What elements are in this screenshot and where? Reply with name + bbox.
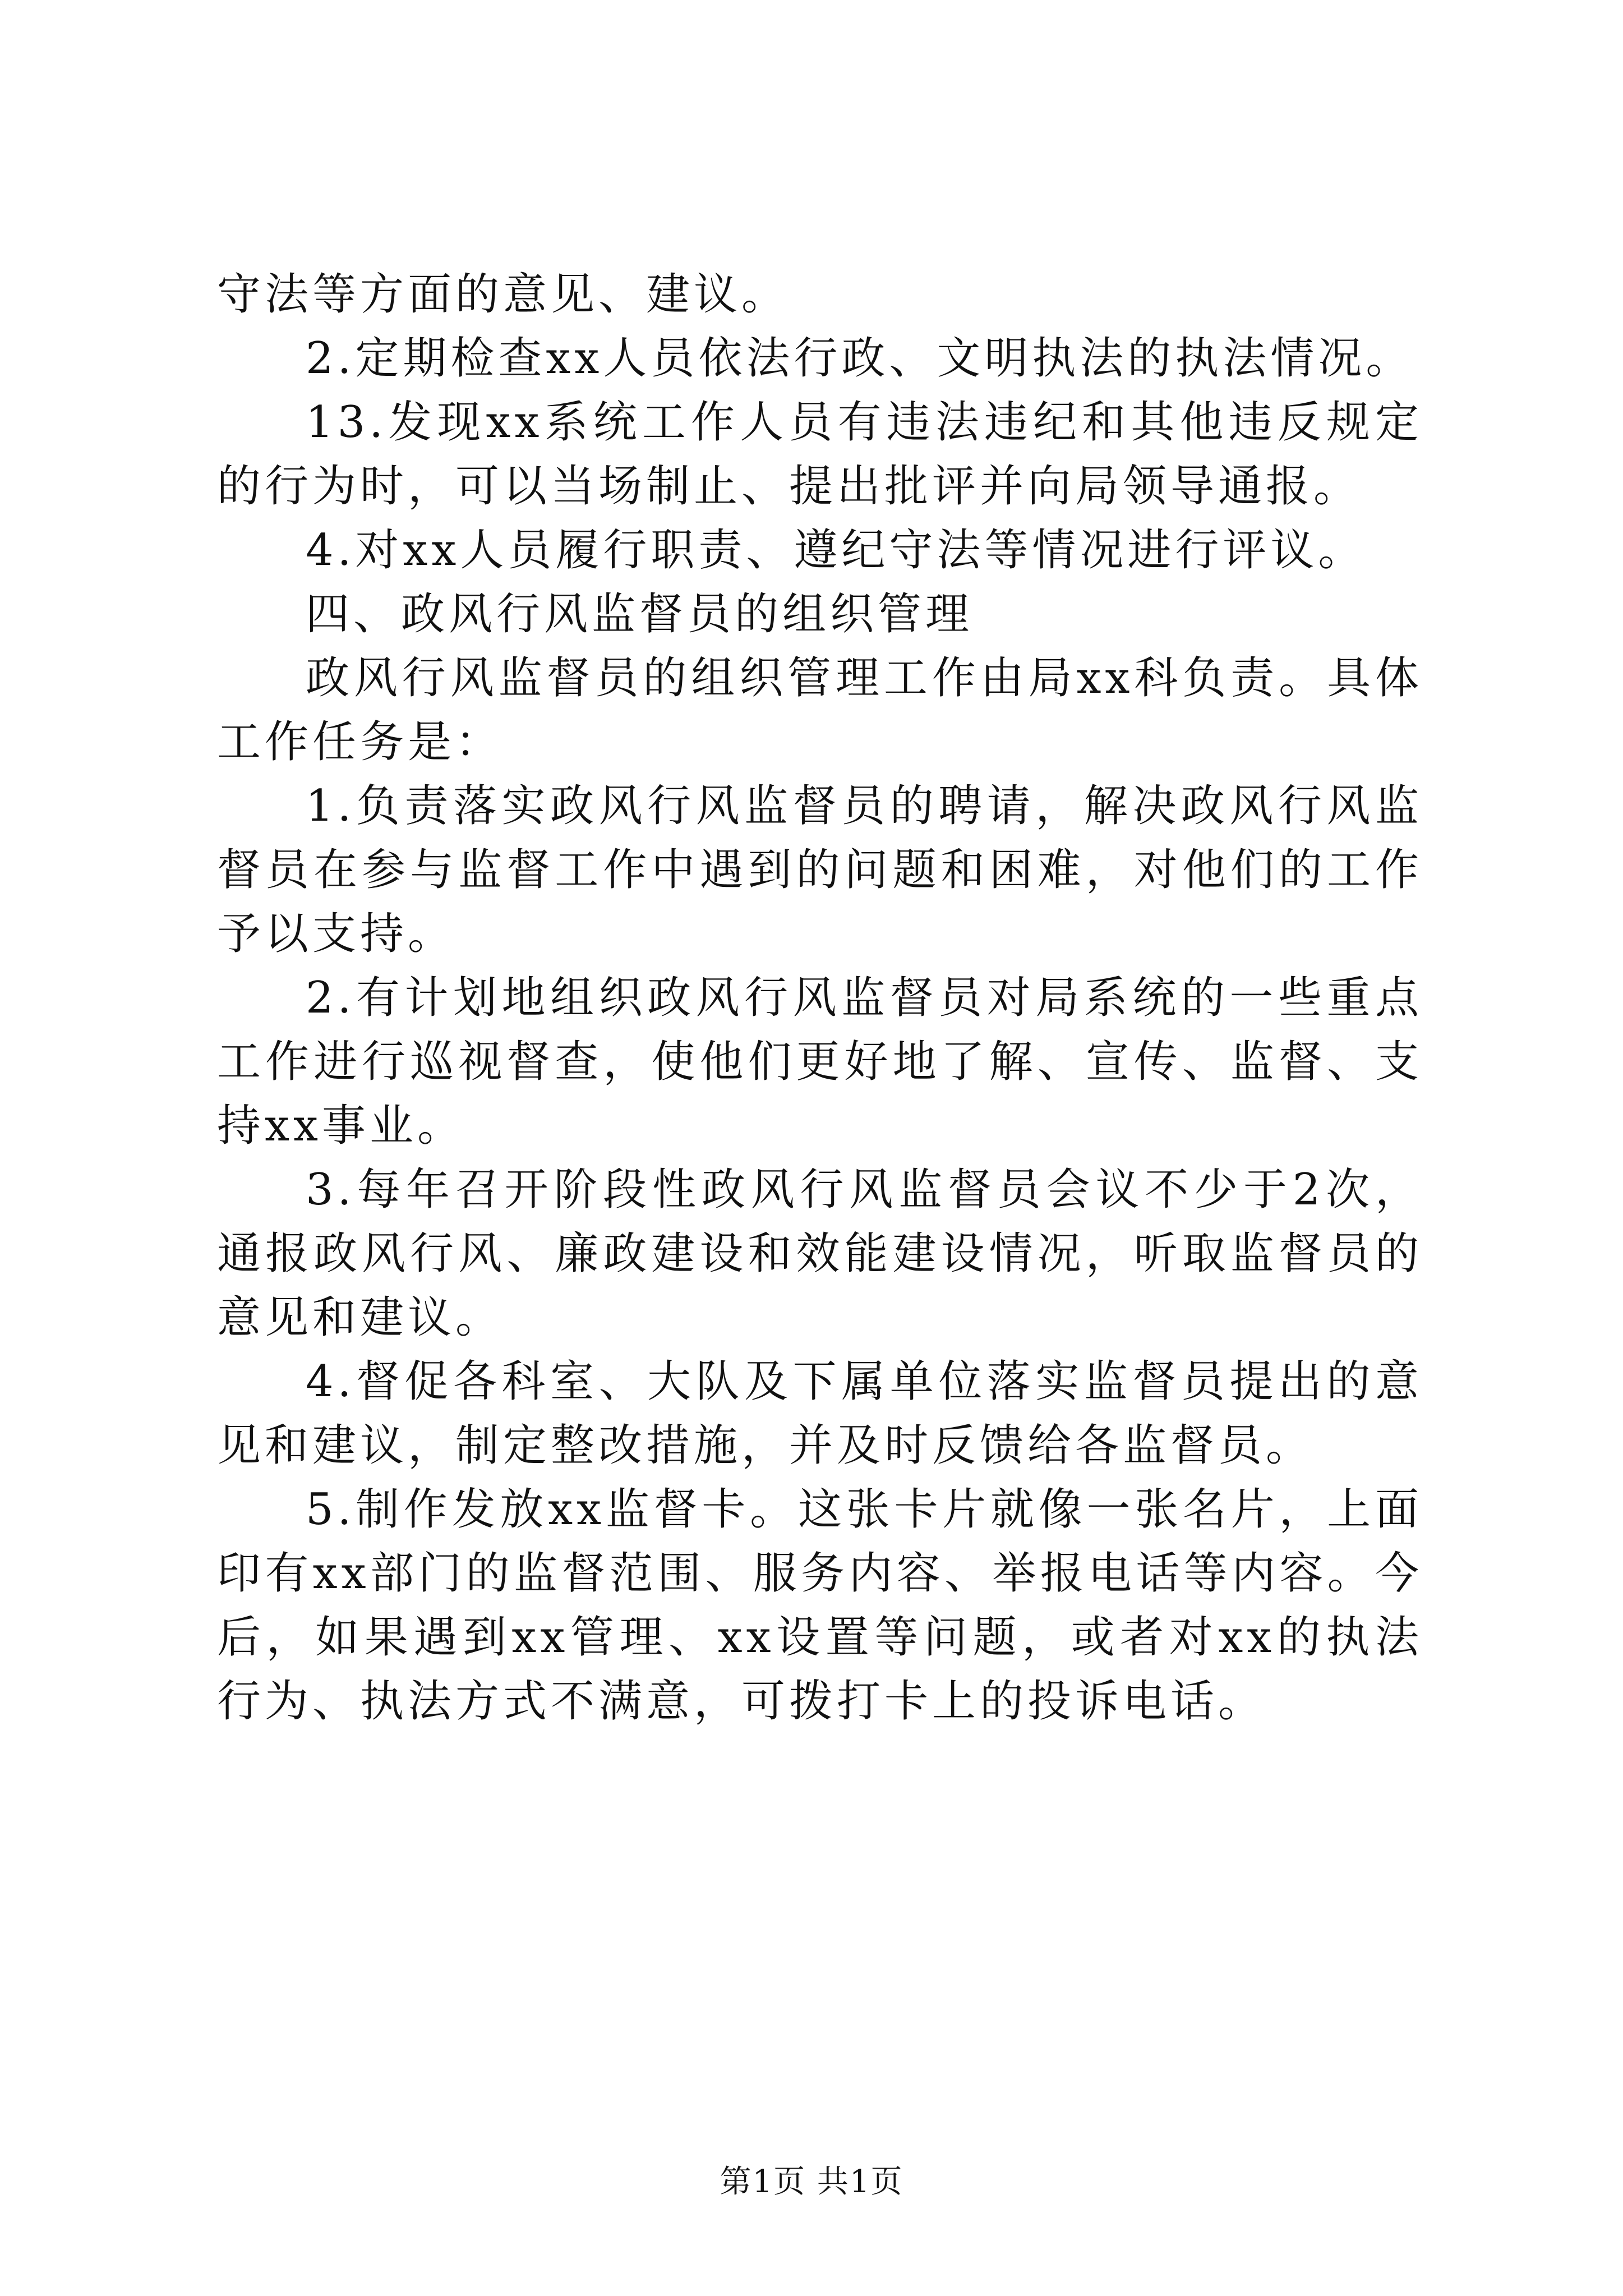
paragraph-intro: 政风行风监督员的组织管理工作由局xx科负责。具体工作任务是： [217, 653, 1423, 767]
page-footer: 第1页 共1页 [720, 2164, 903, 2200]
paragraph-continuation: 守法等方面的意见、建议。 [217, 269, 790, 320]
section-heading: 四、政风行风监督员的组织管理 [306, 589, 974, 639]
paragraph-item-2: 2.定期检查xx人员依法行政、文明执法的执法情况。 [306, 333, 1414, 384]
paragraph-item-4: 4.对xx人员履行职责、遵纪守法等情况进行评议。 [306, 525, 1366, 576]
paragraph-task-3: 3.每年召开阶段性政风行风监督员会议不少于2次，通报政风行风、廉政建设和效能建设情况，听取监督员的意见和建议。 [217, 1165, 1423, 1343]
document-body [217, 263, 1423, 1733]
paragraph-task-4: 4.督促各科室、大队及下属单位落实监督员提出的意见和建议，制定整改措施，并及时反馈给各监督员。 [217, 1356, 1423, 1471]
paragraph-item-13: 13.发现xx系统工作人员有违法违纪和其他违反规定的行为时，可以当场制止、提出批评并向局领导通报。 [217, 397, 1423, 512]
paragraph-task-5: 5.制作发放xx监督卡。这张卡片就像一张名片，上面印有xx部门的监督范围、服务内容、举报电话等内容。今后，如果遇到xx管理、xx设置等问题，或者对xx的执法行为、执法方式不满意，可拨打卡上的投诉电话。 [217, 1484, 1423, 1727]
paragraph-task-2: 2.有计划地组织政风行风监督员对局系统的一些重点工作进行巡视督查，使他们更好地了解、宣传、监督、支持xx事业。 [217, 973, 1423, 1151]
paragraph-task-1: 1.负责落实政风行风监督员的聘请，解决政风行风监督员在参与监督工作中遇到的问题和困难，对他们的工作予以支持。 [217, 781, 1423, 959]
